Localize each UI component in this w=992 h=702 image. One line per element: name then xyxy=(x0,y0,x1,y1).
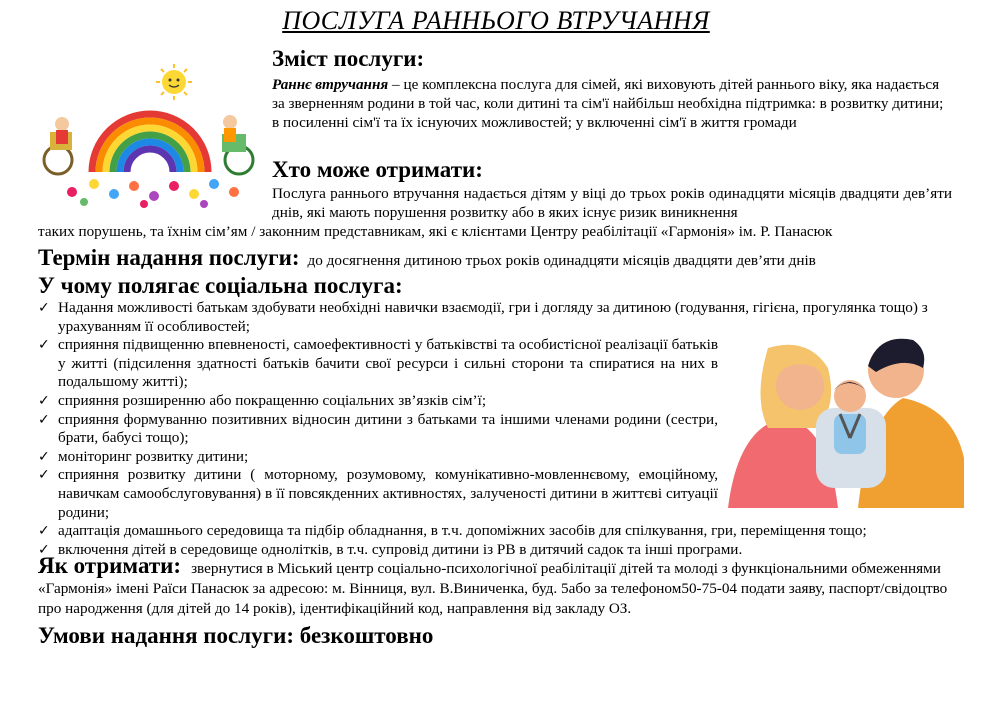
content-text xyxy=(272,75,952,132)
how-block xyxy=(38,553,958,619)
check-icon: ✓ xyxy=(38,467,50,484)
list-item: ✓ сприяння розвитку дитини ( моторному, розумовому, комунікативно-мовленнєвому, емоційному, навичкам самообслуговування) в її повсякденних активностях, залученості дитини в життєві ситуації родини; xyxy=(38,466,718,521)
list-item: ✓ включення дітей в середовище однолітків, в т.ч. супровід дитини із РВ в дитячий садок та інші програми. xyxy=(38,540,743,558)
content-description: – це комплексна послуга для сімей, які виховують дітей раннього віку, яка надається за зверненням родини в той час, коли дитині та сім'ї найбільш необхідна підтримка: в розвитку дитини; в посиленні сім'ї та їх існуючих можливостей; у включенні сім'ї в життя громади xyxy=(272,76,944,131)
page-title: ПОСЛУГА РАННЬОГО ВТРУЧАННЯ xyxy=(282,6,710,35)
check-icon: ✓ xyxy=(38,337,50,354)
who-text-part2: таких порушень, та їхнім сім’ям / законним представникам, які є клієнтами Центру реабілітації «Гармонія» ім. Р. Панасюк xyxy=(38,223,833,240)
how-text: звернутися в Міський центр соціально-психологічної реабілітації дітей та молоді з функціональними обмеженнями «Гармонія» імені Раїси Панасюк за адресою: м. Вінниця, вул. В.Виниченка, буд. 5або за телефоном50-75-04 подати заяву, паспорт/свідоцтво про народження (для дітей до 14 років), ідентифікаційний код, направлення від закладу ОЗ. xyxy=(38,560,948,617)
who-text-part1: Послуга раннього втручання надається дітям у віці до трьох років одинадцяти місяців двадцяти дев’яти днів, які мають порушення розвитку або в яких існує ризик виникнення xyxy=(272,185,952,221)
rainbow-illustration xyxy=(34,62,264,212)
list-item: ✓ сприяння розширенню або покращенню соціальних зв’язків сім’ї; xyxy=(38,391,487,409)
who-heading: Хто може отримати: xyxy=(272,157,483,182)
check-icon: ✓ xyxy=(38,541,50,558)
check-icon: ✓ xyxy=(38,392,50,409)
family-illustration xyxy=(728,328,964,508)
list-item: ✓ сприяння формуванню позитивних відносин дитини з батьками та іншими членами родини (сестри, брати, бабусі тощо); xyxy=(38,410,718,447)
list-item: ✓ моніторинг розвитку дитини; xyxy=(38,447,249,465)
check-icon: ✓ xyxy=(38,523,50,540)
list-item: ✓ сприяння підвищенню впевненості, самоефективності у батьківстві та особистісної реалізації батьків у житті (підсилення здатності батьків бачити свої ресурси і сильні сторони та спиратися на них в подальшому житті); xyxy=(38,336,718,391)
list-item: ✓ адаптація домашнього середовища та підбір обладнання, в т.ч. допоміжних засобів для спілкування, гри, переміщення тощо; xyxy=(38,522,867,540)
check-icon: ✓ xyxy=(38,411,50,428)
content-term: Раннє втручання xyxy=(272,76,389,93)
check-icon: ✓ xyxy=(38,300,50,316)
how-heading: Як отримати: xyxy=(38,553,182,578)
check-icon: ✓ xyxy=(38,448,50,465)
term-text: до досягнення дитиною трьох років одинадцяти місяців двадцяти дев’яти днів xyxy=(307,252,816,269)
list-item: ✓ Надання можливості батькам здобувати необхідні навички взаємодії, гри і догляду за дитиною (годування, гігієна, прогулянка тощо) з урахуванням її особливостей; xyxy=(38,299,928,335)
content-heading: Зміст послуги: xyxy=(272,46,425,71)
essence-heading: У чому полягає соціальна послуга: xyxy=(38,273,403,298)
term-line xyxy=(38,245,978,271)
conditions-line: Умови надання послуги: безкоштовно xyxy=(38,623,434,648)
term-heading: Термін надання послуги: xyxy=(38,245,300,270)
